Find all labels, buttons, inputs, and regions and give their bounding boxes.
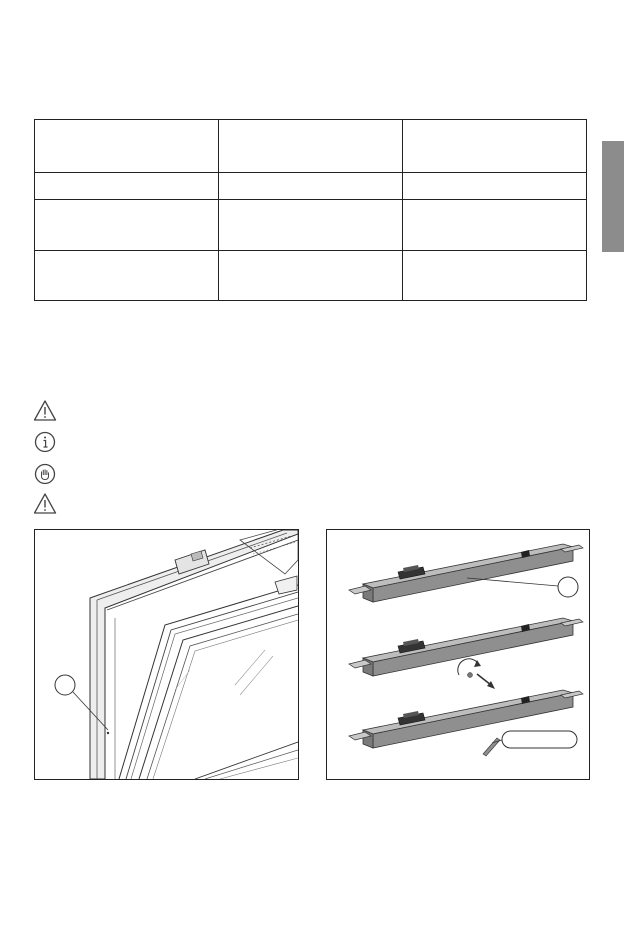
table-column-divider <box>218 120 219 300</box>
info-icon <box>33 430 57 454</box>
hand-gesture-icon <box>33 462 57 486</box>
table-row <box>35 120 586 173</box>
window-frame-illustration <box>35 530 298 779</box>
table-row <box>35 173 586 200</box>
table-column-divider <box>402 120 403 300</box>
figure-lock-bar <box>326 529 590 780</box>
lock-bar-illustration <box>327 530 589 779</box>
table-row <box>35 200 586 251</box>
section-tab <box>602 141 624 252</box>
warning-triangle-icon <box>33 399 57 423</box>
warning-triangle-icon <box>33 492 57 516</box>
figure-window-frame <box>34 529 299 780</box>
table-row <box>35 251 586 301</box>
spec-table <box>34 119 587 301</box>
